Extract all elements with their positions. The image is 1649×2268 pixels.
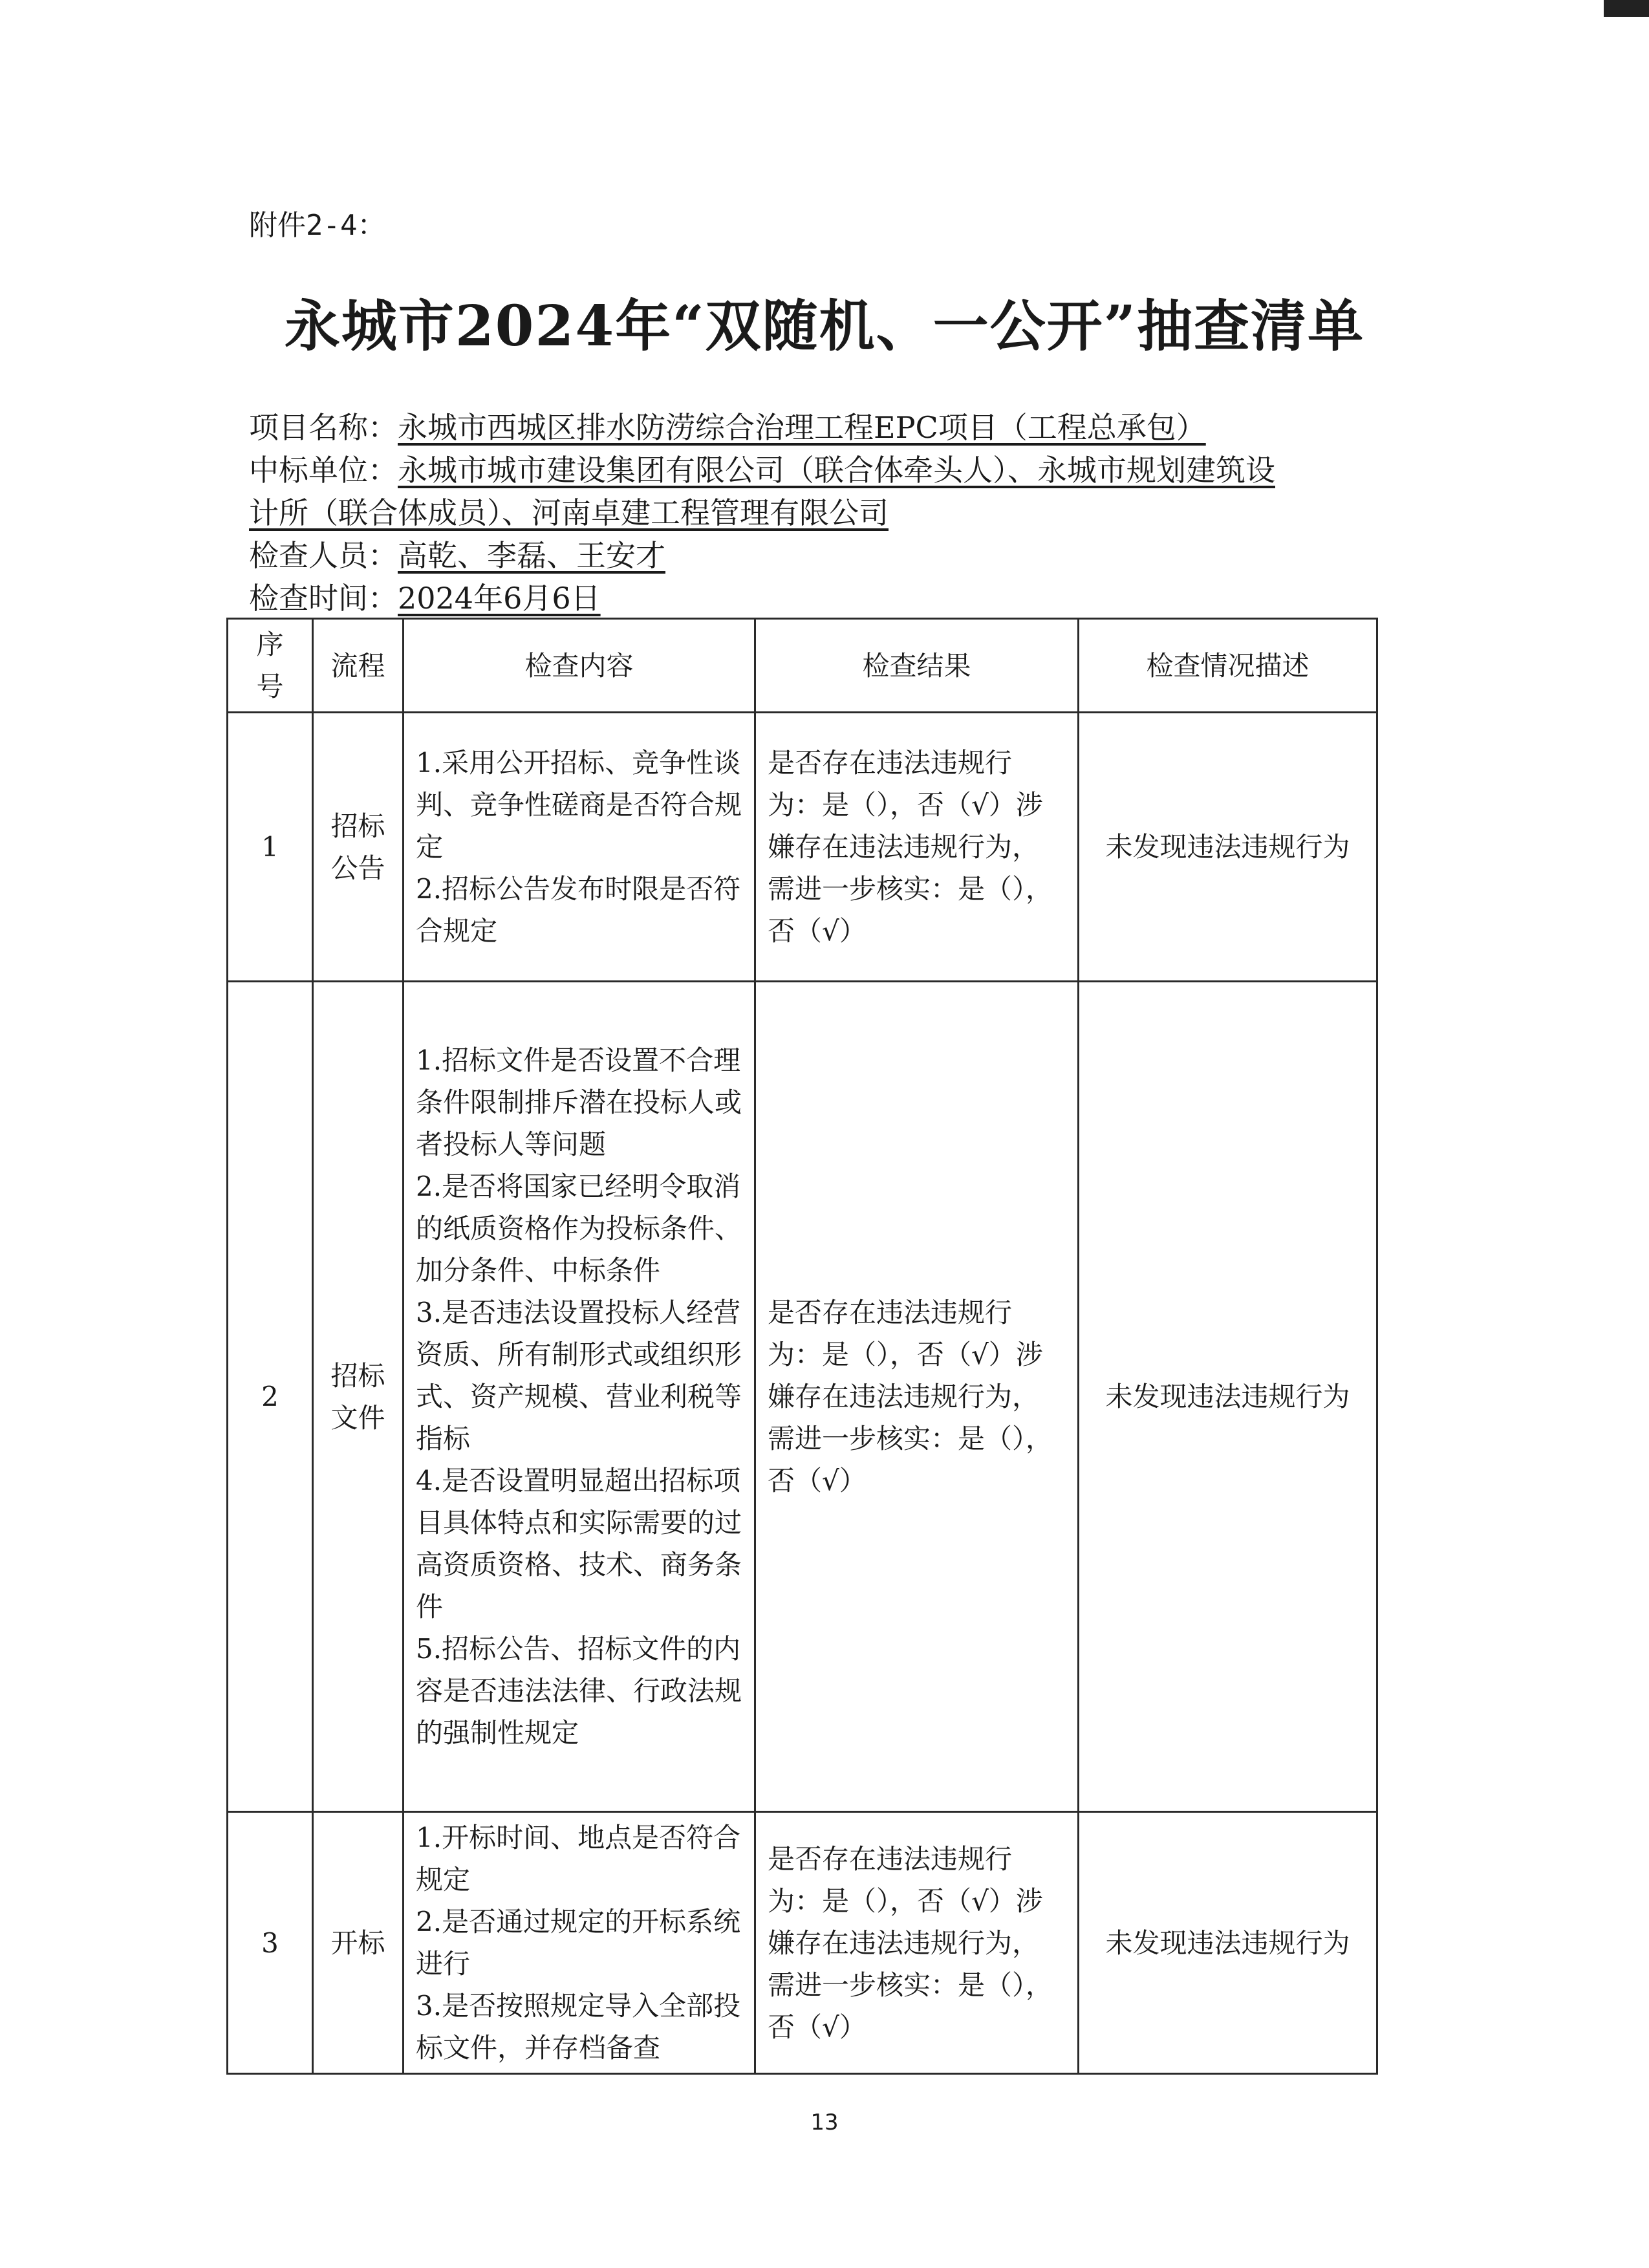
header-process: 流程 [313,619,404,713]
project-meta [249,406,1406,620]
row-process-line1: 招标 [330,1359,385,1392]
row-content [404,713,755,982]
table-row [228,1812,1377,2074]
bidder-row-2 [249,491,1406,534]
header-no-line2: 号 [256,671,284,702]
header-no-line1: 序 [256,629,284,660]
content-item: 1.采用公开招标、竞争性谈判、竞争性磋商是否符合规定 [416,747,742,863]
content-item: 1.开标时间、地点是否符合规定 [416,1822,741,1895]
bidder-row [249,449,1406,491]
row-process [313,713,404,982]
content-item: 2.招标公告发布时限是否符合规定 [416,873,741,947]
page-title: 永城市2024年“双随机、一公开”抽查清单 [284,294,1365,359]
page-number: 13 [810,2110,839,2135]
table-header-row [228,619,1377,713]
bidder-value-line2: 计所（联合体成员）、河南卓建工程管理有限公司 [249,495,889,530]
row-process-line1: 开标 [330,1927,385,1959]
content-item: 2.是否将国家已经明令取消的纸质资格作为投标条件、加分条件、中标条件 [416,1171,742,1286]
table-row [228,713,1377,982]
content-item: 1.招标文件是否设置不合理条件限制排斥潜在投标人或者投标人等问题 [416,1044,742,1160]
row-content [404,982,755,1812]
inspector-row [249,534,1406,577]
content-item: 5.招标公告、招标文件的内容是否违法法律、行政法规的强制性规定 [416,1633,742,1749]
row-no: 3 [228,1812,313,2074]
inspection-table [226,618,1378,2075]
time-row [249,577,1406,620]
row-process-line1: 招标 [330,810,385,842]
row-process-line2: 公告 [330,852,385,884]
header-desc: 检查情况描述 [1079,619,1377,713]
header-result: 检查结果 [755,619,1079,713]
time-label: 检查时间： [249,581,398,616]
bidder-value-line1: 永城市城市建设集团有限公司（联合体牵头人）、永城市规划建筑设 [398,453,1275,488]
project-name-value: 永城市西城区排水防涝综合治理工程EPC项目（工程总承包） [398,410,1206,445]
content-item: 4.是否设置明显超出招标项目具体特点和实际需要的过高资质资格、技术、商务条件 [416,1465,742,1623]
row-process [313,1812,404,2074]
row-content [404,1812,755,2074]
table-row [228,982,1377,1812]
attachment-label: 附件2-4： [249,209,386,242]
header-content: 检查内容 [404,619,755,713]
row-process [313,982,404,1812]
time-value: 2024年6月6日 [398,581,601,616]
header-no [228,619,313,713]
row-desc: 未发现违法违规行为 [1079,982,1377,1812]
row-desc: 未发现违法违规行为 [1079,1812,1377,2074]
row-result: 是否存在违法违规行为：是（），否（√）涉嫌存在违法违规行为，需进一步核实：是（），否（√） [755,982,1079,1812]
inspector-label: 检查人员： [249,538,398,573]
project-name-row [249,406,1406,449]
row-no: 1 [228,713,313,982]
content-item: 3.是否违法设置投标人经营资质、所有制形式或组织形式、资产规模、营业利税等指标 [416,1297,742,1454]
content-item: 3.是否按照规定导入全部投标文件，并存档备查 [416,1990,741,2064]
row-desc: 未发现违法违规行为 [1079,713,1377,982]
inspector-value: 高乾、李磊、王安才 [398,538,665,573]
content-item: 2.是否通过规定的开标系统进行 [416,1906,741,1980]
row-no: 2 [228,982,313,1812]
scan-corner-mark [1604,0,1649,17]
bidder-label: 中标单位： [249,453,398,488]
row-process-line2: 文件 [330,1401,385,1434]
row-result: 是否存在违法违规行为：是（），否（√）涉嫌存在违法违规行为，需进一步核实：是（），否（√） [755,713,1079,982]
row-result: 是否存在违法违规行为：是（），否（√）涉嫌存在违法违规行为，需进一步核实：是（），否（√） [755,1812,1079,2074]
project-name-label: 项目名称： [249,410,398,445]
